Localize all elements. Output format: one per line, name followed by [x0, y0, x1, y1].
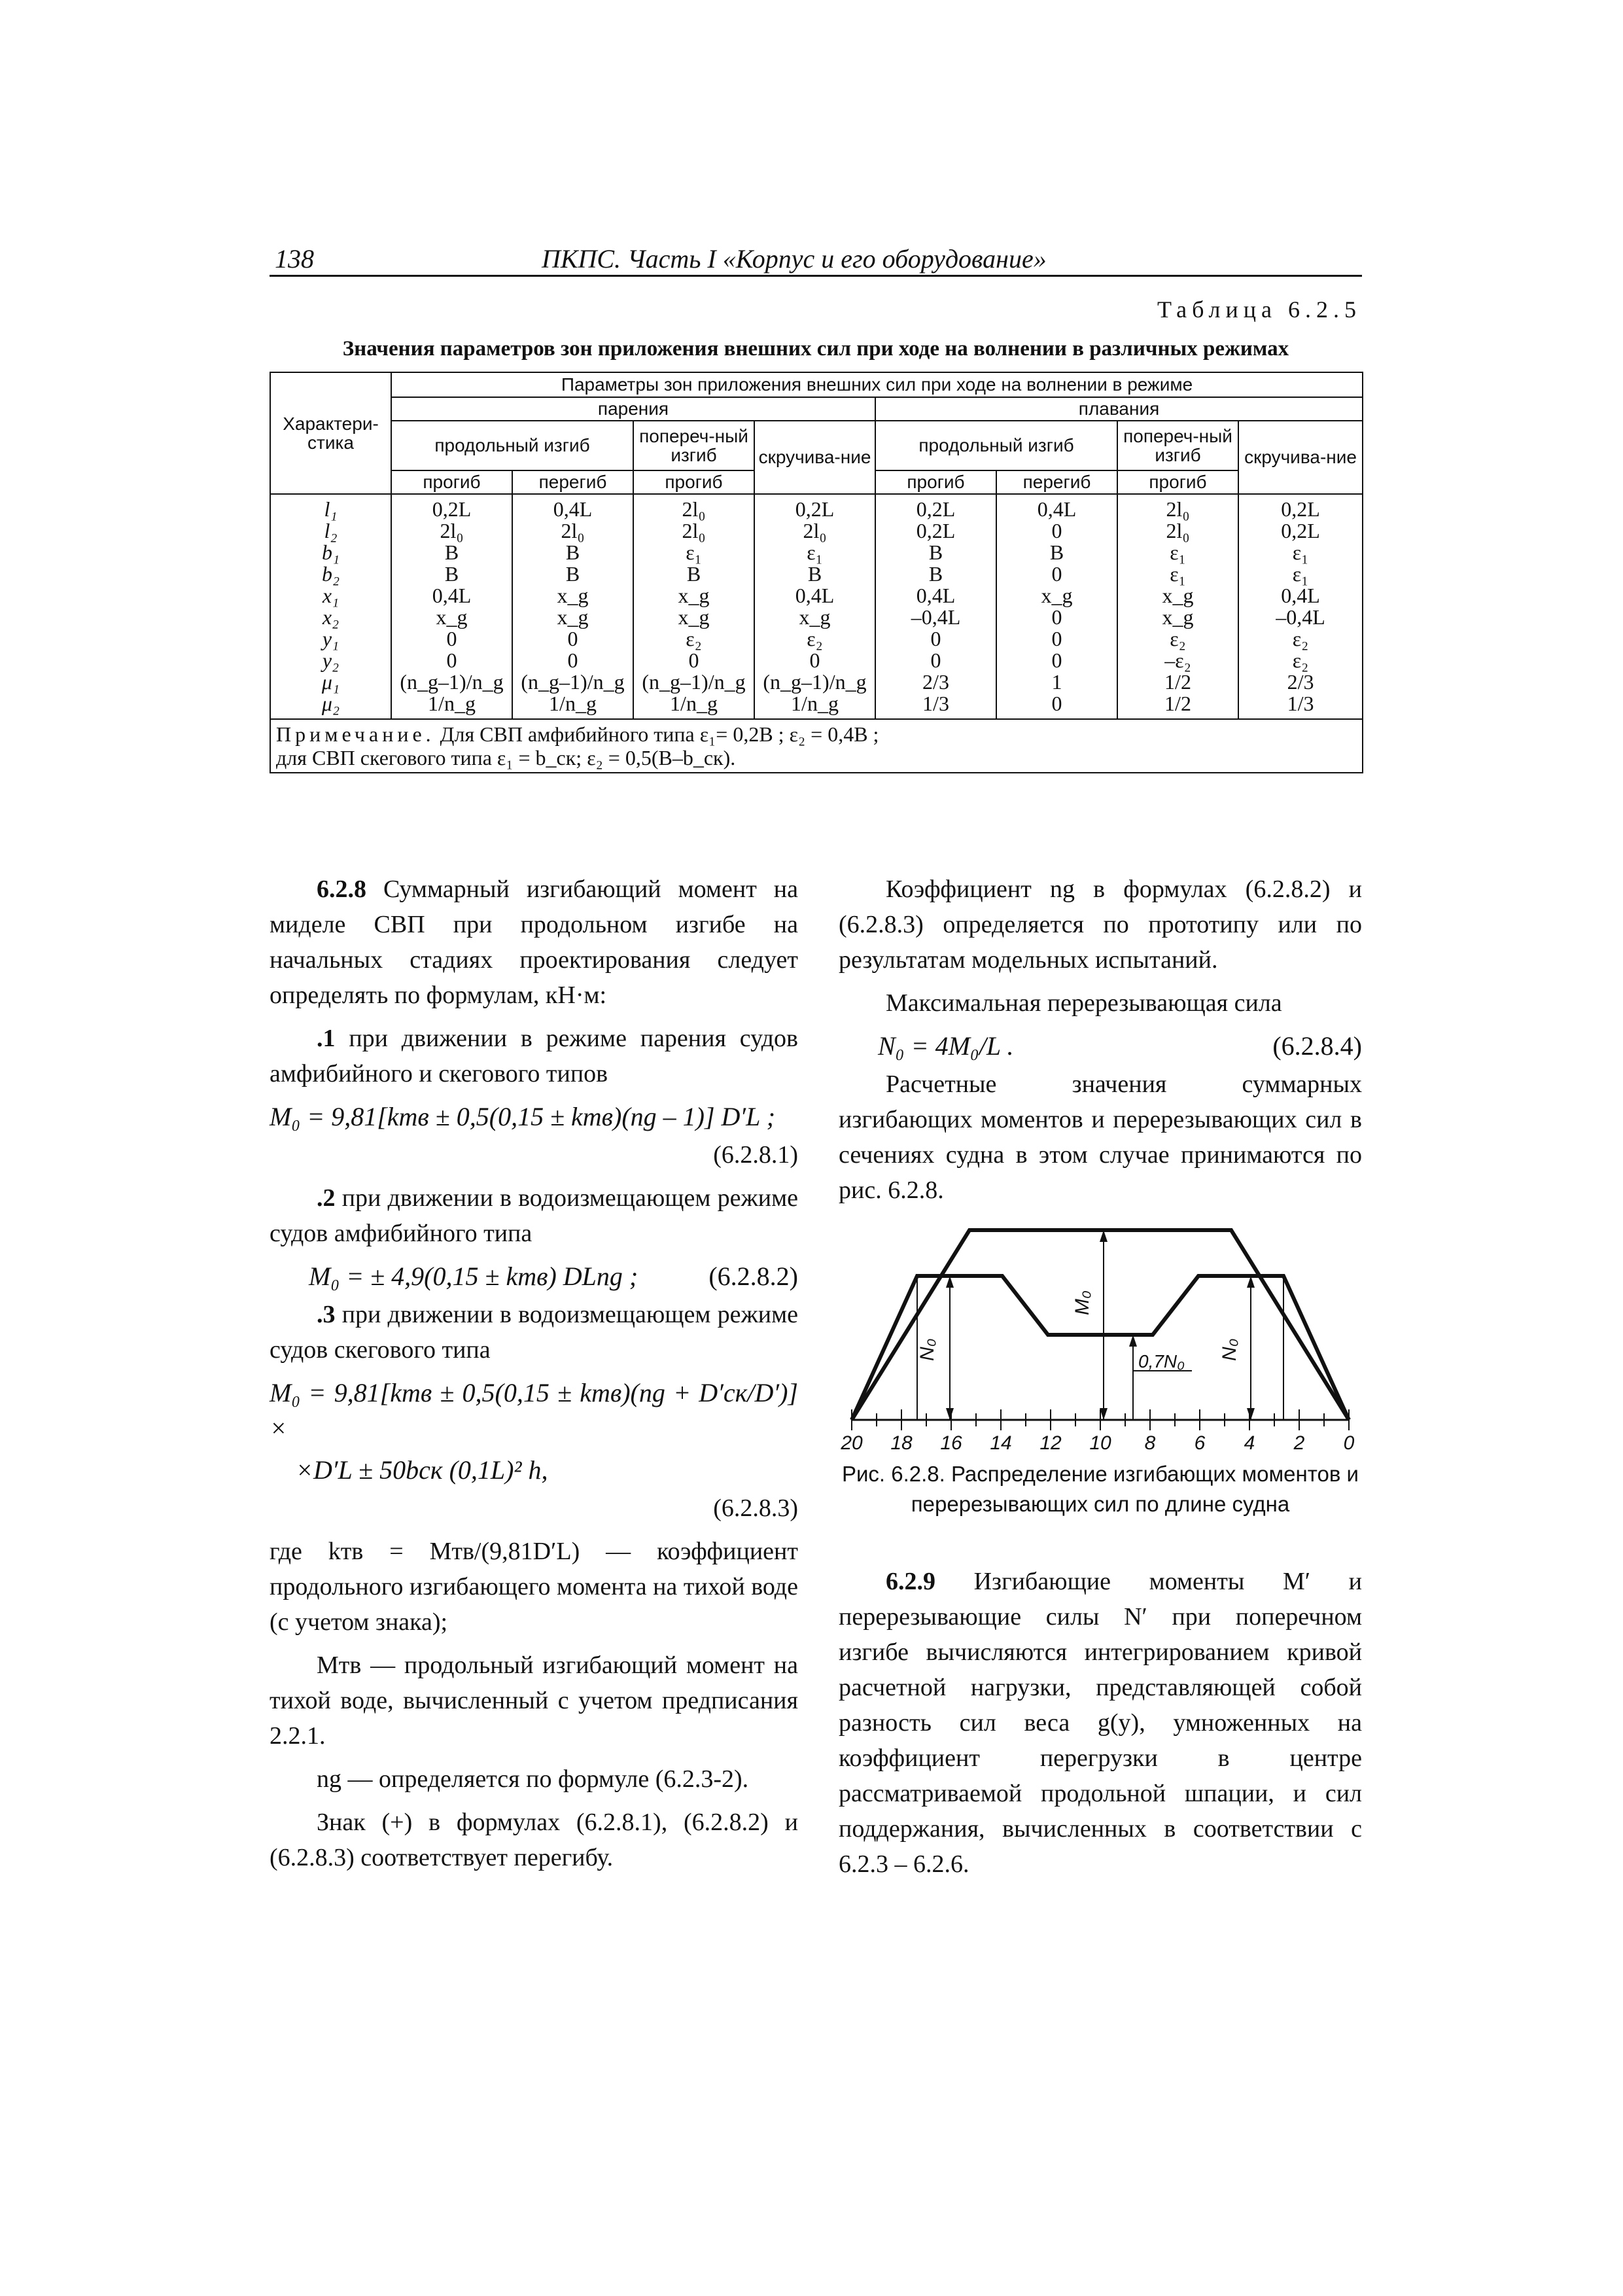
table-column-8	[1238, 494, 1363, 719]
table-cell: B	[686, 562, 701, 586]
formula-number-6-2-8-3: (6.2.8.3)	[713, 1494, 798, 1522]
formula-number-6-2-8-1: (6.2.8.1)	[713, 1141, 798, 1169]
table-cell: x_g	[557, 584, 589, 607]
design-values-text: Расчетные значения суммарных изгибающих моментов и перерезывающих сил в сечениях судна в этом случае принимаются по рис. 6.2.8.	[839, 1070, 1362, 1204]
table-cell: x_g	[678, 605, 710, 629]
table-cell: 1/3	[922, 692, 949, 715]
table-cell: 0	[1051, 519, 1062, 542]
table-column-7	[1117, 494, 1238, 719]
table-cell: B	[928, 540, 943, 564]
formula-6-2-8-2: M₀ = ± 4,9(0,15 ± kтв) DLng ;	[309, 1262, 638, 1291]
header-progib-1: прогиб	[391, 470, 512, 494]
table-cell: l₁	[324, 497, 338, 521]
table-cell: 0,2L	[1281, 519, 1320, 542]
header-prod-2: продольный изгиб	[875, 421, 1117, 470]
tick-label: 6	[1194, 1432, 1206, 1453]
table-cell: 0	[446, 648, 457, 672]
table-cell: B	[928, 562, 943, 586]
moment-curve	[852, 1230, 1349, 1420]
table-label: Таблица 6.2.5	[1157, 296, 1361, 323]
tick-label: 8	[1144, 1432, 1156, 1453]
tick-label: 18	[890, 1432, 913, 1453]
tick-label: 2	[1293, 1432, 1305, 1453]
label-n0-right: N₀	[1219, 1338, 1240, 1361]
table-cell: ε₁	[1170, 562, 1186, 586]
table-cell: l₂	[324, 519, 338, 542]
table-cell: 0,4L	[916, 584, 956, 607]
header-plavanie: плавания	[875, 397, 1363, 421]
section-6-2-9-number: 6.2.9	[886, 1568, 935, 1595]
table-cell: –0,4L	[1276, 605, 1325, 629]
table-cell: B	[444, 562, 459, 586]
table-column-3	[633, 494, 754, 719]
table-cell: –0,4L	[911, 605, 961, 629]
definition-ktv: где kтв = Mтв/(9,81D′L) — коэффициент продольного изгибающего момента на тихой воде (с учетом знака);	[270, 1538, 798, 1636]
table-cell: 1/n_g	[670, 692, 718, 715]
table-cell: x_g	[1162, 584, 1194, 607]
header-progib-3: прогиб	[875, 470, 996, 494]
definition-mtv: Mтв — продольный изгибающий момент на тихой воде, вычисленный с учетом предписания 2.2.1.	[270, 1651, 798, 1750]
table-cell: 2l₀	[682, 519, 706, 542]
table-cell: μ₂	[321, 692, 340, 715]
table-cell: (n_g–1)/n_g	[400, 670, 504, 694]
table-body	[270, 494, 1363, 719]
header-progib-4: прогиб	[1117, 470, 1238, 494]
formula-number-6-2-8-4: (6.2.8.4)	[1272, 1031, 1362, 1061]
table-cell: 2/3	[922, 670, 949, 694]
table-cell: (n_g–1)/n_g	[763, 670, 867, 694]
figure-caption: Рис. 6.2.8. Распределение изгибающих моментов и перерезывающих сил по длине судна	[841, 1462, 1359, 1516]
item-1-number: .1	[317, 1025, 336, 1052]
table-cell: x_g	[678, 584, 710, 607]
table-cell: 0,4L	[795, 584, 835, 607]
table-cell: ε₂	[807, 627, 823, 650]
table-cell: 0	[930, 627, 941, 650]
table-cell: 2l₀	[803, 519, 827, 542]
table-column-0	[270, 494, 391, 719]
tick-label: 0	[1343, 1432, 1355, 1453]
table-cell: B	[565, 540, 580, 564]
formula-number-6-2-8-2: (6.2.8.2)	[708, 1262, 798, 1291]
running-title: ПКПС. Часть I «Корпус и его оборудование»	[542, 244, 1047, 274]
table-cell: 1/2	[1164, 692, 1191, 715]
table-cell: 1/n_g	[791, 692, 839, 715]
table-cell: y₁	[322, 627, 340, 650]
label-n0-left: N₀	[916, 1338, 938, 1361]
table-cell: B	[1049, 540, 1064, 564]
table-cell: b₁	[321, 540, 340, 564]
label-m0: M₀	[1072, 1290, 1093, 1315]
header-peregib-1: перегиб	[512, 470, 633, 494]
table-cell: 0	[1051, 692, 1062, 715]
table-cell: 0,2L	[795, 497, 835, 521]
table-cell: 0	[1051, 627, 1062, 650]
table-cell: 2l₀	[1166, 497, 1190, 521]
table-cell: ε₁	[1292, 562, 1309, 586]
table-cell: 0,2L	[432, 497, 472, 521]
right-column-lower	[839, 1564, 1362, 1890]
table-cell: x_g	[1162, 605, 1194, 629]
section-6-2-8-text: Суммарный изгибающий момент на миделе СВП при продольном изгибе на начальных стадиях проектирования следует определять по формулам, кН·м:	[270, 875, 798, 1009]
table-cell: 2l₀	[561, 519, 585, 542]
note-line2: для СВП скегового типа ε₁ = b_ск; ε₂ = 0,5(B–b_ск).	[276, 746, 736, 769]
item-2-number: .2	[317, 1184, 336, 1212]
table-cell: ε₂	[1292, 627, 1309, 650]
header-progib-2: прогиб	[633, 470, 754, 494]
table-cell: B	[565, 562, 580, 586]
table-caption: Значения параметров зон приложения внешних сил при ходе на волнении в различных режимах	[342, 337, 1289, 361]
note-line1: Для СВП амфибийного типа ε₁= 0,2B ; ε₂ = 0,4B ;	[440, 722, 879, 746]
table-cell: 0,4L	[553, 497, 593, 521]
max-shear-text: Максимальная перерезывающая сила	[886, 989, 1282, 1017]
parameters-table	[270, 372, 1363, 773]
note-label: Примечание.	[276, 722, 435, 746]
table-cell: x_g	[799, 605, 831, 629]
header-parenie: парения	[391, 397, 875, 421]
table-cell: ε₁	[1170, 540, 1186, 564]
table-cell: 0	[567, 648, 578, 672]
page-number: 138	[275, 244, 314, 274]
header-skr-2: скручива-ние	[1238, 421, 1363, 494]
formula-6-2-8-3-line1: M₀ = 9,81[kтв ± 0,5(0,15 ± kтв)(ng + D′ск/D′)] ×	[270, 1378, 798, 1443]
table-cell: 0	[809, 648, 820, 672]
table-cell: x_g	[436, 605, 468, 629]
header-peregib-2: перегиб	[996, 470, 1117, 494]
right-column	[839, 872, 1362, 1216]
tick-label: 20	[841, 1432, 863, 1453]
table-cell: ε₁	[1292, 540, 1309, 564]
table-cell: ε₂	[1170, 627, 1186, 650]
table-column-6	[996, 494, 1117, 719]
table-cell: 1/3	[1287, 692, 1314, 715]
table-cell: 1/n_g	[549, 692, 597, 715]
table-cell: 0	[1051, 605, 1062, 629]
table-cell: 0	[567, 627, 578, 650]
table-cell: ε₂	[686, 627, 702, 650]
table-cell: 0,2L	[916, 519, 956, 542]
formula-6-2-8-4: N₀ = 4M₀/L .	[878, 1031, 1014, 1061]
table-cell: ε₁	[807, 540, 823, 564]
table-cell: (n_g–1)/n_g	[521, 670, 625, 694]
tick-label: 12	[1039, 1432, 1062, 1453]
table-column-5	[875, 494, 996, 719]
sign-note: Знак (+) в формулах (6.2.8.1), (6.2.8.2) и (6.2.8.3) соответствует перегибу.	[270, 1809, 798, 1871]
header-poper-1: попереч-ный изгиб	[633, 421, 754, 470]
table-cell: B	[444, 540, 459, 564]
table-cell: x_g	[1041, 584, 1073, 607]
item-1-text: при движении в режиме парения судов амфибийного и скегового типов	[270, 1025, 799, 1087]
table-cell: x₁	[322, 584, 340, 607]
table-cell: 0,4L	[432, 584, 472, 607]
item-3-number: .3	[317, 1301, 336, 1328]
table-cell: 2/3	[1287, 670, 1314, 694]
table-cell: (n_g–1)/n_g	[642, 670, 746, 694]
table-cell: ε₂	[1292, 648, 1309, 672]
definition-ng: ng — определяется по формуле (6.2.3-2).	[317, 1765, 749, 1793]
table-cell: 0	[1051, 648, 1062, 672]
formula-6-2-8-1: M₀ = 9,81[kтв ± 0,5(0,15 ± kтв)(ng – 1)] D′L ;	[270, 1102, 776, 1131]
item-3-text: при движении в водоизмещающем режиме судов скегового типа	[270, 1301, 798, 1364]
table-cell: 2l₀	[440, 519, 464, 542]
header-characteristic: Характери-стика	[270, 372, 391, 494]
tick-label: 4	[1244, 1432, 1255, 1453]
tick-label: 16	[940, 1432, 962, 1453]
coefficient-text: Коэффициент ng в формулах (6.2.8.2) и (6.2.8.3) определяется по прототипу или по результатам модельных испытаний.	[839, 875, 1362, 974]
table-cell: 0	[446, 627, 457, 650]
table-column-2	[512, 494, 633, 719]
figure-6-2-8	[839, 1204, 1362, 1453]
table-cell: –ε₂	[1164, 648, 1191, 672]
table-cell: B	[807, 562, 822, 586]
header-poper-2: попереч-ный изгиб	[1117, 421, 1238, 470]
formula-6-2-8-3-line2: ×D′L ± 50bск (0,1L)² h,	[296, 1455, 548, 1485]
table-cell: 0	[930, 648, 941, 672]
label-07n0: 0,7N₀	[1138, 1351, 1185, 1371]
table-cell: 1/n_g	[428, 692, 476, 715]
table-cell: ε₁	[686, 540, 702, 564]
table-cell: y₂	[322, 648, 340, 672]
table-cell: 0	[1051, 562, 1062, 586]
table-cell: 0,4L	[1037, 497, 1077, 521]
table-cell: 1	[1051, 670, 1062, 694]
item-2-text: при движении в водоизмещающем режиме судов амфибийного типа	[270, 1184, 798, 1247]
section-6-2-9-text: Изгибающие моменты M′ и перерезывающие силы N′ при поперечном изгибе вычисляются интегрированием кривой расчетной нагрузки, представляющей собой разность сил веса g(y), умноженных на коэффициент перегрузки в центре рассматриваемой продольной шпации, и сил поддержания, вычисленных в соответствии с 6.2.3 – 6.2.6.	[839, 1568, 1362, 1878]
header-skr-1: скручива-ние	[754, 421, 875, 494]
table-cell: 1/2	[1164, 670, 1191, 694]
section-6-2-8-number: 6.2.8	[317, 875, 366, 903]
table-cell: 0,2L	[916, 497, 956, 521]
table-cell: b₂	[321, 562, 340, 586]
table-cell: 0,4L	[1281, 584, 1320, 607]
header-params: Параметры зон приложения внешних сил при ходе на волнении в режиме	[391, 372, 1363, 397]
tick-label: 10	[1089, 1432, 1111, 1453]
table-column-4	[754, 494, 875, 719]
table-note	[270, 719, 1363, 773]
table-cell: 2l₀	[682, 497, 706, 521]
tick-label: 14	[990, 1432, 1012, 1453]
header-prod-1: продольный изгиб	[391, 421, 633, 470]
left-column	[270, 872, 798, 1883]
table-cell: x_g	[557, 605, 589, 629]
table-cell: 0	[688, 648, 699, 672]
table-column-1	[391, 494, 512, 719]
table-cell: 0,2L	[1281, 497, 1320, 521]
table-cell: 2l₀	[1166, 519, 1190, 542]
table-cell: μ₁	[321, 670, 340, 694]
table-cell: x₂	[322, 605, 340, 629]
header-rule	[270, 275, 1362, 277]
